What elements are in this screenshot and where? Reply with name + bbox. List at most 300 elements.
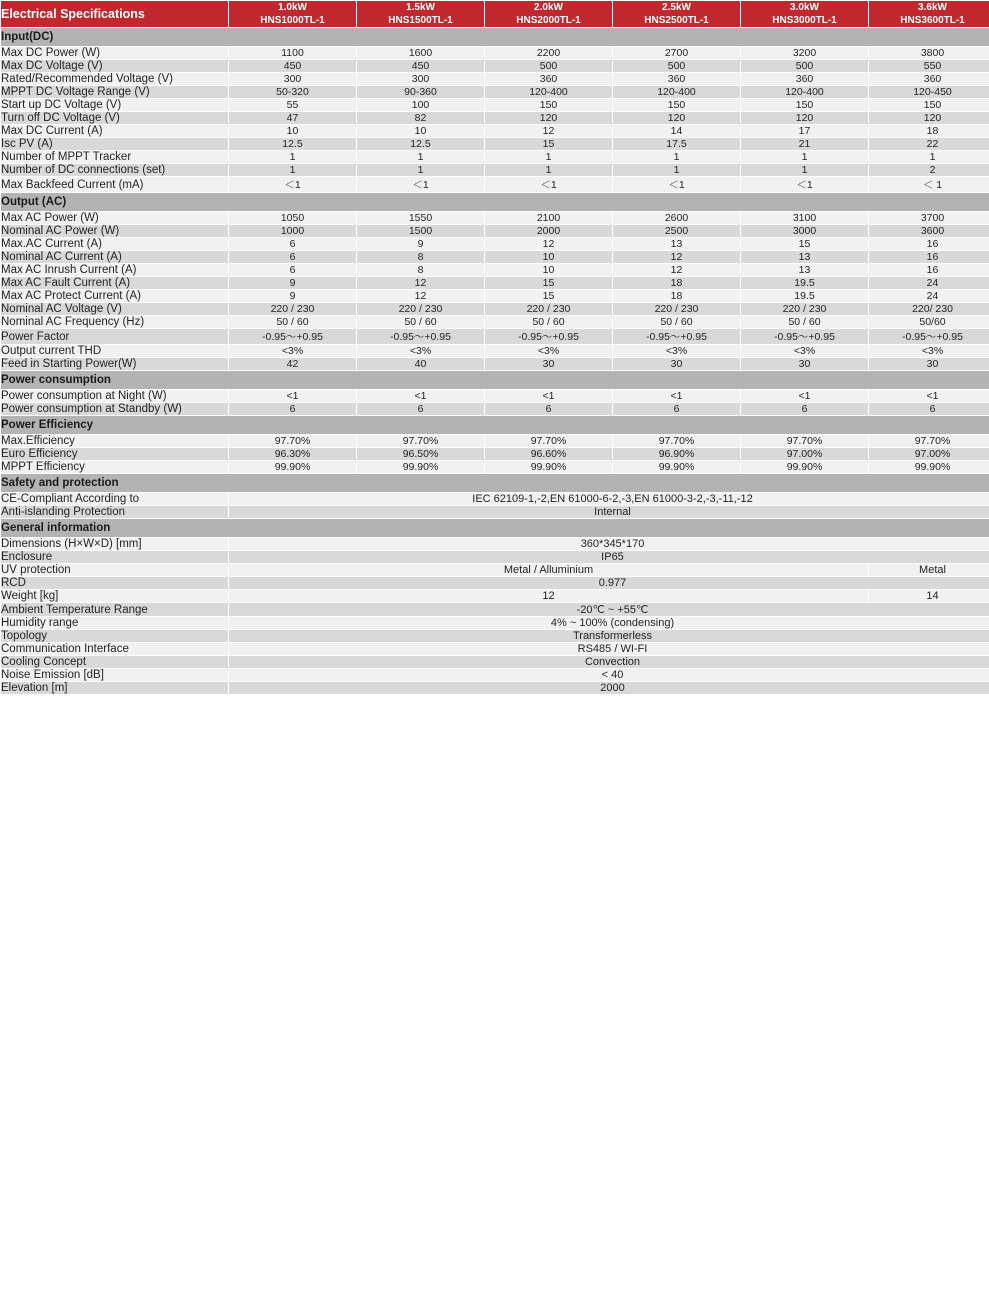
row-value: 3700 — [869, 212, 989, 225]
row-value: 6 — [485, 403, 613, 416]
row-value: 21 — [741, 138, 869, 151]
table-row — [1, 461, 989, 474]
row-value: 12.5 — [357, 138, 485, 151]
row-value: ＜1 — [357, 177, 485, 193]
row-value: 99.90% — [357, 461, 485, 474]
row-value: 12 — [613, 251, 741, 264]
table-row — [1, 151, 989, 164]
row-value: 2600 — [613, 212, 741, 225]
row-value: 1050 — [229, 212, 357, 225]
table-row — [1, 277, 989, 290]
row-value: 6 — [229, 403, 357, 416]
row-value: 13 — [741, 264, 869, 277]
row-value-merged: 4% ~ 100% (condensing) — [229, 617, 989, 630]
row-label: Communication Interface — [1, 643, 229, 656]
row-value: 22 — [869, 138, 989, 151]
model-power-0: 1.0kW — [278, 2, 307, 13]
table-row — [1, 47, 989, 60]
row-value: 10 — [357, 125, 485, 138]
row-value: 24 — [869, 277, 989, 290]
row-value: -0.95～+0.95 — [613, 329, 741, 345]
table-row — [1, 590, 989, 603]
row-value: 13 — [741, 251, 869, 264]
row-value-merged: RS485 / WI-FI — [229, 643, 989, 656]
table-row — [1, 99, 989, 112]
row-value: -0.95～+0.95 — [229, 329, 357, 345]
row-label: UV protection — [1, 564, 229, 577]
table-row — [1, 73, 989, 86]
row-label: Humidity range — [1, 617, 229, 630]
row-value-merged: 0.977 — [229, 577, 989, 590]
table-row — [1, 506, 989, 519]
row-value: 220 / 230 — [613, 303, 741, 316]
row-value: 50 / 60 — [485, 316, 613, 329]
row-value: 2100 — [485, 212, 613, 225]
table-row — [1, 493, 989, 506]
row-value: 500 — [741, 60, 869, 73]
table-row — [1, 643, 989, 656]
row-value: <3% — [869, 345, 989, 358]
table-row — [1, 264, 989, 277]
row-value: 50-320 — [229, 86, 357, 99]
section-row — [1, 28, 989, 47]
row-value: 120-450 — [869, 86, 989, 99]
row-value: 13 — [613, 238, 741, 251]
row-value: 50 / 60 — [357, 316, 485, 329]
row-value: 12 — [485, 125, 613, 138]
row-value: 220 / 230 — [741, 303, 869, 316]
table-row — [1, 403, 989, 416]
row-value: 18 — [613, 290, 741, 303]
row-value: 300 — [357, 73, 485, 86]
row-value: 1 — [485, 151, 613, 164]
row-value: 12.5 — [229, 138, 357, 151]
row-label: Enclosure — [1, 551, 229, 564]
row-value: 3000 — [741, 225, 869, 238]
table-row — [1, 225, 989, 238]
table-row — [1, 669, 989, 682]
row-label: Number of DC connections (set) — [1, 164, 229, 177]
row-value: 16 — [869, 264, 989, 277]
row-label: Cooling Concept — [1, 656, 229, 669]
row-value: 97.70% — [869, 435, 989, 448]
section-row — [1, 416, 989, 435]
row-value-merged: Metal / Alluminium — [229, 564, 869, 577]
row-value-merged: -20℃ ~ +55℃ — [229, 603, 989, 617]
row-value-merged: Metal — [869, 564, 989, 577]
row-label: Turn off DC Voltage (V) — [1, 112, 229, 125]
table-row — [1, 577, 989, 590]
row-value: 1500 — [357, 225, 485, 238]
model-code-0: HNS1000TL-1 — [260, 15, 325, 26]
row-value: 1 — [869, 151, 989, 164]
row-value: 82 — [357, 112, 485, 125]
table-row — [1, 603, 989, 617]
table-row — [1, 551, 989, 564]
row-value-merged: Transformerless — [229, 630, 989, 643]
section-title: Safety and protection — [1, 474, 989, 493]
section-title: Output (AC) — [1, 193, 989, 212]
row-label: Max DC Power (W) — [1, 47, 229, 60]
table-row — [1, 112, 989, 125]
row-value: 150 — [869, 99, 989, 112]
table-row — [1, 251, 989, 264]
table-row — [1, 316, 989, 329]
row-value: <3% — [357, 345, 485, 358]
row-value: <1 — [741, 390, 869, 403]
table-row — [1, 164, 989, 177]
row-value: 50 / 60 — [613, 316, 741, 329]
row-value: <1 — [229, 390, 357, 403]
row-label: Power consumption at Night (W) — [1, 390, 229, 403]
table-row — [1, 390, 989, 403]
section-title: Power Efficiency — [1, 416, 989, 435]
row-value: 500 — [485, 60, 613, 73]
row-value: 19.5 — [741, 290, 869, 303]
section-row — [1, 474, 989, 493]
row-label: Euro Efficiency — [1, 448, 229, 461]
row-value: 15 — [485, 277, 613, 290]
row-value: 17 — [741, 125, 869, 138]
row-value: 120-400 — [741, 86, 869, 99]
row-label: Feed in Starting Power(W) — [1, 358, 229, 371]
table-row — [1, 290, 989, 303]
row-value: 1 — [485, 164, 613, 177]
spec-title-header: Electrical Specifications — [1, 1, 229, 28]
table-row — [1, 86, 989, 99]
model-code-4: HNS3000TL-1 — [772, 15, 837, 26]
row-value: 97.70% — [613, 435, 741, 448]
row-value: 8 — [357, 264, 485, 277]
row-label: Power Factor — [1, 329, 229, 345]
row-value: 1 — [229, 164, 357, 177]
row-label: Nominal AC Frequency (Hz) — [1, 316, 229, 329]
row-value: 12 — [613, 264, 741, 277]
row-value: 99.90% — [741, 461, 869, 474]
row-label: RCD — [1, 577, 229, 590]
row-value: <3% — [741, 345, 869, 358]
row-value: 120 — [485, 112, 613, 125]
row-value-merged: Convection — [229, 656, 989, 669]
row-value: 220/ 230 — [869, 303, 989, 316]
row-value: 90-360 — [357, 86, 485, 99]
row-value: 2200 — [485, 47, 613, 60]
row-label: Start up DC Voltage (V) — [1, 99, 229, 112]
row-value: 99.90% — [869, 461, 989, 474]
table-row — [1, 538, 989, 551]
table-row — [1, 60, 989, 73]
row-value: 30 — [613, 358, 741, 371]
row-label: Rated/Recommended Voltage (V) — [1, 73, 229, 86]
row-value: 120-400 — [485, 86, 613, 99]
row-value: 6 — [229, 264, 357, 277]
model-header-0 — [229, 1, 357, 28]
section-title: General information — [1, 519, 989, 538]
row-value: 97.00% — [741, 448, 869, 461]
section-row — [1, 371, 989, 390]
row-value: 3600 — [869, 225, 989, 238]
row-value: 1 — [741, 164, 869, 177]
row-label: Max DC Voltage (V) — [1, 60, 229, 73]
model-header-2 — [485, 1, 613, 28]
row-value: 120-400 — [613, 86, 741, 99]
row-value-merged: 360*345*170 — [229, 538, 989, 551]
row-value: 96.60% — [485, 448, 613, 461]
row-value: 150 — [741, 99, 869, 112]
row-value: 12 — [357, 290, 485, 303]
row-value: 30 — [741, 358, 869, 371]
row-value: 220 / 230 — [229, 303, 357, 316]
row-value: 18 — [869, 125, 989, 138]
table-row — [1, 138, 989, 151]
model-header-4 — [741, 1, 869, 28]
row-value: 3200 — [741, 47, 869, 60]
row-value: 2 — [869, 164, 989, 177]
row-value: 50 / 60 — [741, 316, 869, 329]
row-label: CE-Compliant According to — [1, 493, 229, 506]
row-value: 6 — [229, 238, 357, 251]
row-label: Isc PV (A) — [1, 138, 229, 151]
row-value: 12 — [485, 238, 613, 251]
table-row — [1, 435, 989, 448]
row-value: 100 — [357, 99, 485, 112]
row-value: 50 / 60 — [229, 316, 357, 329]
header-row — [1, 1, 989, 28]
row-value-merged: < 40 — [229, 669, 989, 682]
row-value: 96.50% — [357, 448, 485, 461]
row-value: 24 — [869, 290, 989, 303]
row-label: MPPT Efficiency — [1, 461, 229, 474]
table-body — [1, 28, 989, 695]
row-value: 360 — [485, 73, 613, 86]
row-label: Nominal AC Current (A) — [1, 251, 229, 264]
row-label: Max.Efficiency — [1, 435, 229, 448]
row-value: 450 — [357, 60, 485, 73]
row-value: 150 — [485, 99, 613, 112]
row-value: 10 — [485, 264, 613, 277]
model-header-3 — [613, 1, 741, 28]
row-value: 12 — [357, 277, 485, 290]
table-row — [1, 345, 989, 358]
row-value: 120 — [613, 112, 741, 125]
row-value: 30 — [485, 358, 613, 371]
row-value: 47 — [229, 112, 357, 125]
model-code-1: HNS1500TL-1 — [388, 15, 453, 26]
row-value: 55 — [229, 99, 357, 112]
row-value: 3800 — [869, 47, 989, 60]
row-value: 18 — [613, 277, 741, 290]
row-value: 97.70% — [229, 435, 357, 448]
row-value: 360 — [741, 73, 869, 86]
model-power-5: 3.6kW — [918, 2, 947, 13]
row-value-merged: 12 — [229, 590, 869, 603]
table-row — [1, 303, 989, 316]
row-value: 1000 — [229, 225, 357, 238]
row-value: 220 / 230 — [357, 303, 485, 316]
row-value: 2700 — [613, 47, 741, 60]
row-value: 16 — [869, 251, 989, 264]
model-code-2: HNS2000TL-1 — [516, 15, 581, 26]
row-value: 99.90% — [485, 461, 613, 474]
row-label: Ambient Temperature Range — [1, 603, 229, 617]
row-value: 9 — [229, 290, 357, 303]
row-label: Nominal AC Voltage (V) — [1, 303, 229, 316]
row-value: 2500 — [613, 225, 741, 238]
row-value: 500 — [613, 60, 741, 73]
row-value-merged: IEC 62109-1,-2,EN 61000-6-2,-3,EN 61000-3-2,-3,-11,-12 — [229, 493, 989, 506]
row-value: ＜1 — [229, 177, 357, 193]
table-row — [1, 177, 989, 193]
row-value: <1 — [613, 390, 741, 403]
row-value: 450 — [229, 60, 357, 73]
row-value: 99.90% — [613, 461, 741, 474]
row-label: Output current THD — [1, 345, 229, 358]
row-value: 1550 — [357, 212, 485, 225]
table-row — [1, 630, 989, 643]
row-value: 10 — [485, 251, 613, 264]
row-value: 50/60 — [869, 316, 989, 329]
row-value: 1 — [613, 151, 741, 164]
row-value: 6 — [613, 403, 741, 416]
table-row — [1, 358, 989, 371]
row-value: 96.30% — [229, 448, 357, 461]
row-value-merged: Internal — [229, 506, 989, 519]
row-value: 10 — [229, 125, 357, 138]
row-label: Max DC Current (A) — [1, 125, 229, 138]
table-row — [1, 125, 989, 138]
row-value-merged: 14 — [869, 590, 989, 603]
row-value: -0.95～+0.95 — [485, 329, 613, 345]
row-value: ＜1 — [485, 177, 613, 193]
table-row — [1, 656, 989, 669]
row-value: <1 — [869, 390, 989, 403]
row-label: Max AC Inrush Current (A) — [1, 264, 229, 277]
model-header-5 — [869, 1, 989, 28]
row-value: 96.90% — [613, 448, 741, 461]
row-value: 1100 — [229, 47, 357, 60]
row-value: 99.90% — [229, 461, 357, 474]
row-value: 97.00% — [869, 448, 989, 461]
row-value: 40 — [357, 358, 485, 371]
row-value: 1 — [357, 151, 485, 164]
row-value: 30 — [869, 358, 989, 371]
row-label: Power consumption at Standby (W) — [1, 403, 229, 416]
row-value: 2000 — [485, 225, 613, 238]
row-value: 150 — [613, 99, 741, 112]
row-value: ＜ 1 — [869, 177, 989, 193]
row-value-merged: IP65 — [229, 551, 989, 564]
table-row — [1, 682, 989, 695]
row-value: 17.5 — [613, 138, 741, 151]
row-value: <1 — [357, 390, 485, 403]
row-label: Topology — [1, 630, 229, 643]
row-value: 1 — [741, 151, 869, 164]
row-value: 97.70% — [741, 435, 869, 448]
row-value: 1 — [357, 164, 485, 177]
model-header-1 — [357, 1, 485, 28]
table-row — [1, 212, 989, 225]
row-value: 15 — [485, 138, 613, 151]
table-header — [1, 1, 989, 28]
row-value: 6 — [229, 251, 357, 264]
row-value: 3100 — [741, 212, 869, 225]
row-label: Max AC Fault Current (A) — [1, 277, 229, 290]
model-power-2: 2.0kW — [534, 2, 563, 13]
row-value: 360 — [613, 73, 741, 86]
table-row — [1, 329, 989, 345]
table-row — [1, 238, 989, 251]
table-row — [1, 617, 989, 630]
row-value: 120 — [869, 112, 989, 125]
model-power-3: 2.5kW — [662, 2, 691, 13]
row-label: Noise Emission [dB] — [1, 669, 229, 682]
row-value: 120 — [741, 112, 869, 125]
row-value: -0.95～+0.95 — [741, 329, 869, 345]
row-label: Dimensions (H×W×D) [mm] — [1, 538, 229, 551]
row-label: Elevation [m] — [1, 682, 229, 695]
row-value: ＜1 — [613, 177, 741, 193]
row-value: 550 — [869, 60, 989, 73]
model-code-5: HNS3600TL-1 — [900, 15, 965, 26]
row-label: Max.AC Current (A) — [1, 238, 229, 251]
section-row — [1, 519, 989, 538]
row-value: 1600 — [357, 47, 485, 60]
row-value: 1 — [229, 151, 357, 164]
row-value: 15 — [741, 238, 869, 251]
row-value: 300 — [229, 73, 357, 86]
row-value: 42 — [229, 358, 357, 371]
row-value: <1 — [485, 390, 613, 403]
row-value: 19.5 — [741, 277, 869, 290]
row-value: 9 — [229, 277, 357, 290]
section-title: Power consumption — [1, 371, 989, 390]
row-value: <3% — [613, 345, 741, 358]
row-value: -0.95～+0.95 — [869, 329, 989, 345]
model-code-3: HNS2500TL-1 — [644, 15, 709, 26]
row-value: 8 — [357, 251, 485, 264]
row-value: 16 — [869, 238, 989, 251]
row-value: 97.70% — [357, 435, 485, 448]
row-label: MPPT DC Voltage Range (V) — [1, 86, 229, 99]
row-value: <3% — [229, 345, 357, 358]
row-label: Nominal AC Power (W) — [1, 225, 229, 238]
row-value: 6 — [741, 403, 869, 416]
row-value: 15 — [485, 290, 613, 303]
row-label: Number of MPPT Tracker — [1, 151, 229, 164]
row-value: 220 / 230 — [485, 303, 613, 316]
row-value: 9 — [357, 238, 485, 251]
row-value: 6 — [357, 403, 485, 416]
row-value: 6 — [869, 403, 989, 416]
model-power-1: 1.5kW — [406, 2, 435, 13]
row-label: Max AC Power (W) — [1, 212, 229, 225]
row-label: Max AC Protect Current (A) — [1, 290, 229, 303]
table-row — [1, 448, 989, 461]
section-title: Input(DC) — [1, 28, 989, 47]
row-value: <3% — [485, 345, 613, 358]
row-label: Weight [kg] — [1, 590, 229, 603]
row-value: 1 — [613, 164, 741, 177]
row-value: 14 — [613, 125, 741, 138]
section-row — [1, 193, 989, 212]
row-value-merged: 2000 — [229, 682, 989, 695]
table-row — [1, 564, 989, 577]
model-power-4: 3.0kW — [790, 2, 819, 13]
row-value: ＜1 — [741, 177, 869, 193]
row-label: Max Backfeed Current (mA) — [1, 177, 229, 193]
row-value: 360 — [869, 73, 989, 86]
row-label: Anti-islanding Protection — [1, 506, 229, 519]
